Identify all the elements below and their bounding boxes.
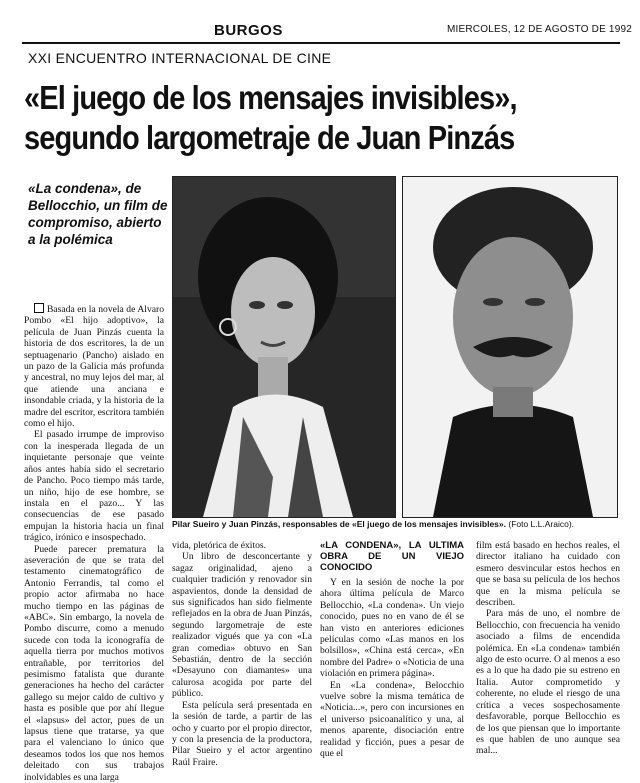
paragraph: Basada en la novela de Alvaro Pombo «El hijo adoptivo», la película de Juan Pinzás cuenta la historia de dos escritores, la de un septuagenario (Pancho) aislado en un pazo de la Galicia más profunda y ancestral, no muy lejos del mar, al que atiende una anciana e insondable criada, y la historia de la madre del escritor, escritora también como el hijo.	[24, 304, 164, 430]
headline-line-1: «El juego de los mensajes invisibles»,	[24, 79, 517, 116]
paragraph: Un libro de desconcertante y sagaz originalidad, ajeno a cualquier tradición y renovador sin aspavientos, donde la densidad de sus significados han sido fielmente reflejados en la obra de Juan Pinzás, segundo largometraje de este realizador vigués que ya con «La gran comedia» obtuvo en San Sebastián, dentro de la sección «Desayuno con diamantes» una calurosa acogida por parte del público.	[172, 551, 312, 700]
paragraph: Puede parecer prematura la aseveración de que se trata del testamento cinematográfico de Antonio Ferrandis, tal como el propio actor afirmaba no hace mucho tiempo en las páginas de «ABC». Sin embargo, la novela de Pombo discurre, como a menudo sucede con toda la iconografía de aquella tierra por muchos motivos entrañable, por territorios del pesimismo fatalista que durante generaciones ha hecho del carácter gallego su mejor caldo de cultivo y hasta es posible que por ahí llegue el «lapsus» del actor, pues de un lapsus tiene que tratarse, ya que para el valenciano lo único que deseamos todos los que nos hemos deleitado con sus trabajos inolvidables es una larga	[24, 543, 164, 783]
photo-caption	[172, 519, 620, 529]
paragraph: Y en la sesión de noche la por ahora última película de Marco Bellocchio, «La condena». Un viejo conocido, pues no en vano de él se han visto en anteriores ediciones películas como «Las manos en los bolsillos», «China está cerca», «En nombre del Padre» o «Noticia de una violación en primera página».	[320, 577, 464, 680]
man-portrait-image	[403, 177, 617, 517]
paragraph: vida, pletórica de éxitos.	[172, 540, 267, 551]
paragraph: film está basado en hechos reales, el director italiano ha cuidado con esmero desvincular estos hechos en que se basa su película de los hechos que en la misma película se describen.	[476, 540, 620, 609]
text-column-2	[172, 540, 312, 768]
headline-line-2: segundo largometraje de Juan Pinzás	[24, 119, 515, 156]
caption-text: Pilar Sueiro y Juan Pinzás, responsables de «El juego de los mensajes invisibles».	[172, 519, 506, 529]
section-name: BURGOS	[214, 22, 283, 39]
paragraph: El pasado irrumpe de improviso con la inesperada llegada de un inquietante personaje que veinte años antes había sido el secretario de Pancho. Poco tiempo más tarde, un niño, hijo de ese hombre, se instala en el pazo... Y las consecuencias de ese pasado empujan la historia hacia un final trágico, irónico e insospechado.	[24, 429, 164, 544]
paragraph: En «La condena», Belocchio vuelve sobre la misma temática de «Noticia...», pero con incursiones en el universo psicoanalítico y una, al menos aparente, disociación entre realidad y ficción, pues a pesar de que el	[320, 679, 464, 760]
article-subhead: «La condena», de Bellocchio, un film de compromiso, abierto a la polémica	[28, 181, 168, 247]
paragraph: Esta película será presentada en la sesión de tarde, a partir de las ocho y cuarto por el propio director, y con la presencia de la productora, Pilar Sueiro y el actor argentino Raúl Fraire.	[172, 699, 312, 768]
text-column-4	[476, 540, 620, 757]
header-rule	[22, 42, 620, 44]
photo-credit: (Foto L.L.Araico).	[506, 519, 575, 529]
square-bullet-icon	[34, 303, 44, 313]
article-headline	[24, 78, 548, 158]
photo-pilar-sueiro	[172, 176, 396, 518]
text-column-3	[320, 540, 464, 760]
section-subhead: «LA CONDENA», LA ULTIMA OBRA DE UN VIEJO CONOCIDO	[320, 540, 464, 573]
woman-portrait-image	[173, 177, 395, 517]
publication-date: MIERCOLES, 12 DE AGOSTO DE 1992	[447, 24, 632, 35]
photo-juan-pinzas	[402, 176, 618, 518]
text-column-1	[24, 303, 164, 783]
article-kicker: XXI ENCUENTRO INTERNACIONAL DE CINE	[28, 50, 332, 66]
paragraph: Para más de uno, el nombre de Bellocchio, con frecuencia ha venido asociado a films de encendida polémica. En «La condena» también algo de esto ocurre. O al menos a eso es a lo que ha dado pie su estreno en Italia. Autor comprometido y coherente, no elude el riesgo de una crítica a veces sospechosamente desfavorable, porque Bellocchio es de los que piensan que lo importante es que hablen de uno aunque sea mal...	[476, 608, 620, 757]
